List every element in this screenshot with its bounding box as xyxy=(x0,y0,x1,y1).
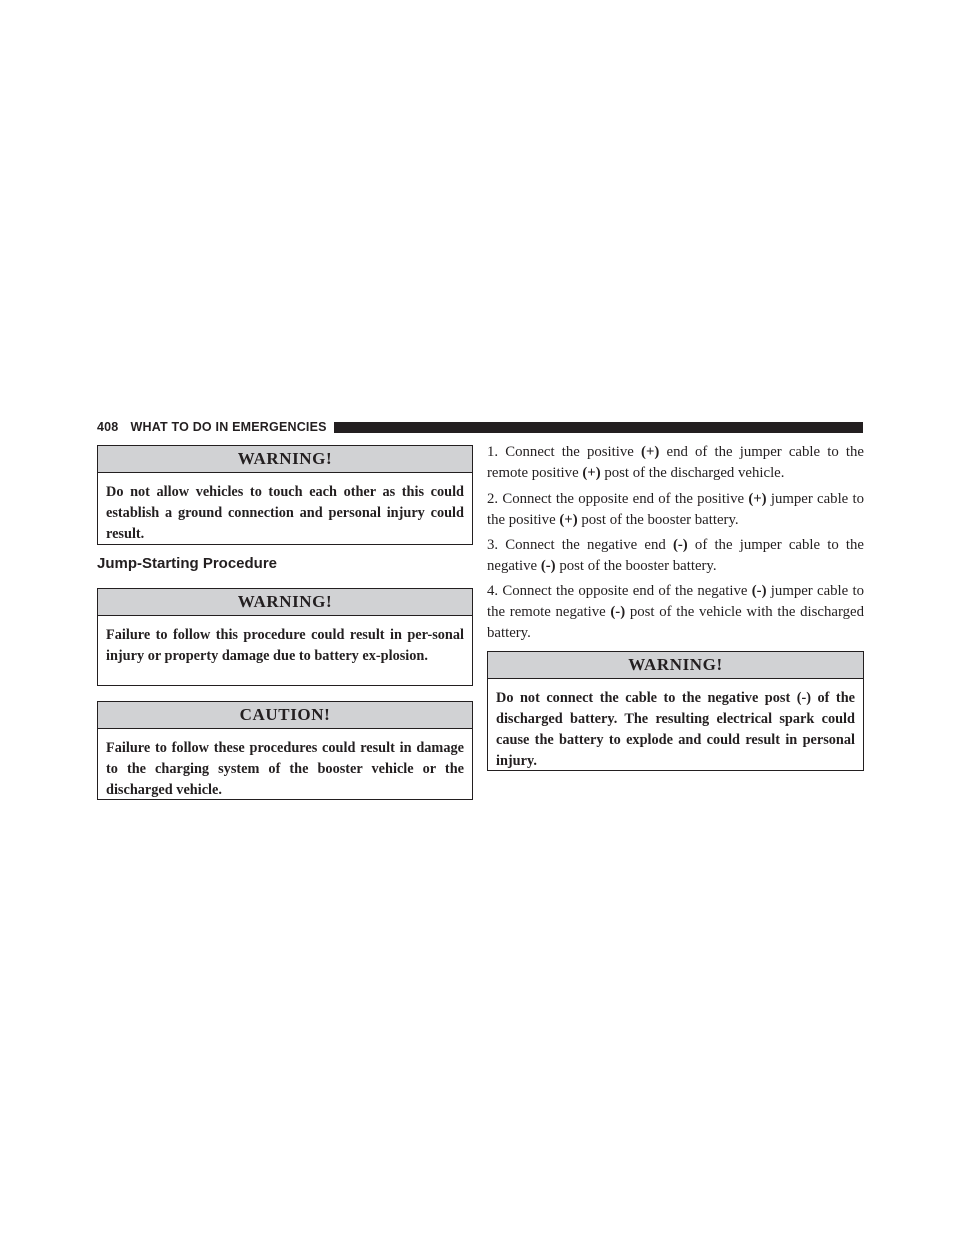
warning-text: Failure to follow this procedure could result in per-sonal injury or property damage due to battery ex-plosion. xyxy=(106,627,464,664)
warning-box-procedure xyxy=(97,588,473,686)
step-2: 2. Connect the opposite end of the positive (+) jumper cable to the positive (+) post of the booster battery. xyxy=(487,491,865,528)
warning-text: Do not allow vehicles to touch each other as this could establish a ground connection and personal injury could result. xyxy=(106,484,464,542)
warning-box-negative-post xyxy=(487,651,864,771)
warning-title: WARNING! xyxy=(488,652,863,679)
warning-box-vehicles-touching xyxy=(97,445,473,545)
subheading-jump-starting: Jump-Starting Procedure xyxy=(97,555,278,572)
page-header xyxy=(97,418,863,436)
step-1: 1. Connect the positive (+) end of the jumper cable to the remote positive (+) post of the discharged vehicle. xyxy=(487,444,865,481)
step-4: 4. Connect the opposite end of the negative (-) jumper cable to the remote negative (-) post of the vehicle with the discharged battery. xyxy=(487,583,864,641)
header-rule xyxy=(334,422,863,433)
warning-title: WARNING! xyxy=(98,446,472,473)
section-title: WHAT TO DO IN EMERGENCIES xyxy=(130,420,327,434)
warning-text: Do not connect the cable to the negative post (-) of the discharged battery. The resulting electrical spark could cause the battery to explode and could result in personal injury. xyxy=(496,690,855,769)
caution-title: CAUTION! xyxy=(98,702,472,729)
step-3: 3. Connect the negative end (-) of the jumper cable to the negative (-) post of the booster battery. xyxy=(487,537,865,574)
caution-box-charging-system xyxy=(97,701,473,800)
page-number: 408 xyxy=(97,420,119,434)
caution-text: Failure to follow these procedures could result in damage to the charging system of the booster vehicle or the discharged vehicle. xyxy=(106,740,464,798)
warning-title: WARNING! xyxy=(98,589,472,616)
